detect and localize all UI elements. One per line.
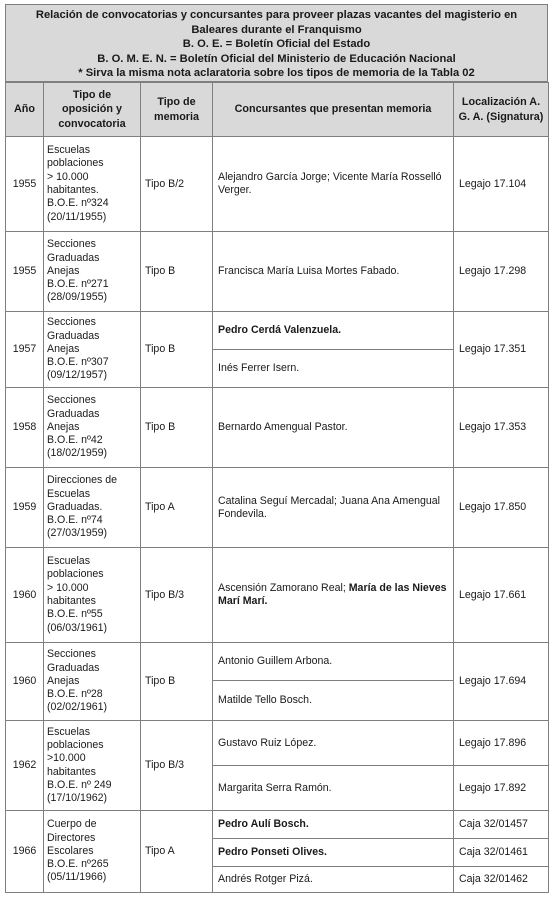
table-row: [6, 548, 549, 643]
convocatoria-line: B.O.E. nº74: [47, 514, 103, 527]
convocatoria-cell: [44, 232, 141, 312]
table-body: [6, 137, 549, 893]
concursante-name: Inés Ferrer Isern.: [218, 362, 300, 374]
tipo-memoria-cell: Tipo B: [141, 388, 213, 468]
caption-line: * Sirva la misma nota aclaratoria sobre los tipos de memoria de la Tabla 02: [78, 67, 475, 79]
tipo-memoria-cell: Tipo B/2: [141, 137, 213, 232]
table-row: [6, 811, 549, 839]
localizacion-cell: Legajo 17.353: [454, 388, 549, 468]
convocatoria-line: Graduadas: [47, 407, 100, 420]
concursantes-cell: [213, 643, 454, 681]
localizacion-cell: Legajo 17.896: [454, 721, 549, 766]
year-cell: 1955: [6, 232, 44, 312]
year-cell: 1966: [6, 811, 44, 893]
document-table-container: [5, 4, 548, 893]
convocatoria-line: (09/12/1957): [47, 369, 108, 382]
convocatoria-cell: [44, 388, 141, 468]
concursantes-cell: [213, 232, 454, 312]
table-row: [6, 643, 549, 681]
concursantes-cell: [213, 137, 454, 232]
convocatoria-line: > 10.000: [47, 581, 89, 594]
convocatoria-line: Graduadas: [47, 661, 100, 674]
localizacion-cell: Legajo 17.298: [454, 232, 549, 312]
year-cell: 1960: [6, 643, 44, 721]
table-row: [6, 721, 549, 766]
concursantes-cell: [213, 681, 454, 721]
caption-line: Baleares durante el Franquismo: [191, 23, 362, 36]
header-localizacion: Localización A. G. A. (Signatura): [454, 83, 549, 137]
convocatoria-line: Graduadas.: [47, 500, 103, 513]
convocatoria-line: Anejas: [47, 264, 80, 277]
table-caption: [5, 4, 548, 82]
concursante-name: Pedro Aulí Bosch.: [218, 818, 309, 830]
convocatoria-line: B.O.E. nº265: [47, 858, 109, 871]
convocatoria-line: Graduadas: [47, 251, 100, 264]
caption-line: Relación de convocatorias y concursantes para proveer plazas vacantes del magisterio en: [35, 9, 518, 21]
caption-line: B. O. E. = Boletín Oficial del Estado: [182, 38, 371, 50]
localizacion-cell: Legajo 17.661: [454, 548, 549, 643]
header-tipo-memoria: Tipo de memoria: [141, 83, 213, 137]
localizacion-cell: Legajo 17.694: [454, 643, 549, 721]
concursante-name: Ascensión Zamorano Real;: [218, 582, 349, 594]
convocatoria-line: B.O.E. nº271: [47, 278, 109, 291]
table-row: [6, 137, 549, 232]
concursante-name: Pedro Cerdá Valenzuela.: [218, 324, 342, 336]
concursantes-cell: [213, 312, 454, 350]
convocatoria-line: (17/10/1962): [47, 792, 108, 805]
concursantes-cell: [213, 468, 454, 548]
convocatoria-line: > 10.000: [47, 170, 89, 183]
concursante-name: Margarita Serra Ramón.: [218, 781, 332, 794]
year-cell: 1960: [6, 548, 44, 643]
year-cell: 1959: [6, 468, 44, 548]
convocatoria-line: (27/03/1959): [47, 527, 108, 540]
tipo-memoria-cell: Tipo B/3: [141, 721, 213, 811]
concursante-name: Alejandro García Jorge; Vicente María Rosselló Verger.: [218, 171, 442, 196]
tipo-memoria-cell: Tipo B: [141, 643, 213, 721]
convocatoria-line: Escolares: [47, 844, 94, 857]
convocatoria-line: (05/11/1966): [47, 871, 107, 884]
convocatoria-line: Escuelas: [47, 144, 90, 157]
concursantes-cell: [213, 721, 454, 766]
localizacion-cell: Legajo 17.850: [454, 468, 549, 548]
header-row: [6, 83, 549, 137]
convocatoria-line: habitantes: [47, 595, 96, 607]
table-row: [6, 232, 549, 312]
concursantes-cell: [213, 867, 454, 893]
localizacion-cell: Legajo 17.892: [454, 766, 549, 811]
convocatoria-line: Directores: [47, 831, 96, 844]
convocatoria-line: B.O.E. nº28: [47, 688, 103, 701]
concursantes-cell: [213, 548, 454, 643]
convocatoria-line: (02/02/1961): [47, 701, 108, 714]
concursante-name: Matilde Tello Bosch.: [218, 694, 313, 706]
concursantes-cell: [213, 766, 454, 811]
concursante-name: Antonio Guillem Arbona.: [218, 655, 333, 667]
concursantes-cell: [213, 350, 454, 388]
tipo-memoria-cell: Tipo A: [141, 468, 213, 548]
localizacion-cell: Caja 32/01462: [454, 867, 549, 893]
localizacion-cell: Caja 32/01457: [454, 811, 549, 839]
tipo-memoria-cell: Tipo A: [141, 811, 213, 893]
year-cell: 1955: [6, 137, 44, 232]
localizacion-cell: Legajo 17.104: [454, 137, 549, 232]
convocatoria-cell: [44, 643, 141, 721]
convocatoria-line: Direcciones de: [47, 474, 118, 487]
convocatoria-line: poblaciones: [47, 738, 104, 751]
convocatoria-line: Secciones: [47, 394, 96, 407]
convocatoria-line: Escuelas: [47, 555, 90, 568]
table-row: [6, 468, 549, 548]
convocatoria-line: (06/03/1961): [47, 621, 108, 634]
convocatoria-line: Secciones: [47, 648, 96, 661]
convocatoria-line: B.O.E. nº 249: [47, 778, 112, 791]
convocatoria-line: poblaciones: [47, 157, 104, 170]
convocatoria-line: B.O.E. nº307: [47, 356, 109, 369]
convocatoria-line: Escuelas: [47, 725, 90, 738]
convocatoria-cell: [44, 468, 141, 548]
convocatoria-line: B.O.E. nº324: [47, 197, 109, 210]
convocatoria-line: Cuerpo de: [47, 818, 97, 831]
convocatoria-cell: [44, 721, 141, 811]
convocatorias-table: [5, 82, 549, 893]
year-cell: 1957: [6, 312, 44, 388]
convocatoria-line: Graduadas: [47, 329, 100, 342]
convocatoria-line: Secciones: [47, 238, 96, 251]
convocatoria-line: habitantes.: [47, 184, 99, 196]
year-cell: 1958: [6, 388, 44, 468]
table-row: [6, 312, 549, 350]
concursante-name: Bernardo Amengual Pastor.: [218, 421, 348, 433]
convocatoria-line: (20/11/1955): [47, 210, 107, 223]
convocatoria-cell: [44, 137, 141, 232]
convocatoria-line: Anejas: [47, 420, 80, 433]
year-cell: 1962: [6, 721, 44, 811]
table-row: [6, 388, 549, 468]
convocatoria-cell: [44, 811, 141, 893]
concursante-name: María de las Nieves Marí Marí.: [218, 582, 447, 607]
concursante-name: Andrés Rotger Pizá.: [218, 873, 313, 885]
convocatoria-line: Anejas: [47, 342, 80, 355]
localizacion-cell: Legajo 17.351: [454, 312, 549, 388]
concursante-name: Catalina Seguí Mercadal; Juana Ana Amengual Fondevila.: [218, 494, 441, 520]
concursante-name: Pedro Ponseti Olives.: [218, 846, 327, 858]
concursantes-cell: [213, 839, 454, 867]
caption-line: B. O. M. E. N. = Boletín Oficial del Ministerio de Educación Nacional: [97, 52, 456, 65]
header-convocatoria: Tipo de oposición y convocatoria: [44, 83, 141, 137]
concursante-name: Francisca María Luisa Mortes Fabado.: [218, 265, 400, 277]
header-year: Año: [6, 83, 44, 137]
convocatoria-line: Secciones: [47, 316, 96, 329]
convocatoria-line: poblaciones: [47, 568, 104, 581]
convocatoria-cell: [44, 312, 141, 388]
tipo-memoria-cell: Tipo B/3: [141, 548, 213, 643]
concursante-name: Gustavo Ruiz López.: [218, 736, 317, 749]
tipo-memoria-cell: Tipo B: [141, 232, 213, 312]
concursantes-cell: [213, 388, 454, 468]
convocatoria-line: (18/02/1959): [47, 447, 108, 460]
concursantes-cell: [213, 811, 454, 839]
convocatoria-line: Escuelas: [47, 487, 90, 500]
convocatoria-line: B.O.E. nº55: [47, 608, 103, 621]
convocatoria-line: (28/09/1955): [47, 291, 108, 304]
convocatoria-line: >10.000: [47, 752, 86, 765]
convocatoria-line: habitantes: [47, 765, 96, 778]
convocatoria-cell: [44, 548, 141, 643]
header-concursantes: Concursantes que presentan memoria: [213, 83, 454, 137]
tipo-memoria-cell: Tipo B: [141, 312, 213, 388]
convocatoria-line: B.O.E. nº42: [47, 434, 103, 447]
localizacion-cell: Caja 32/01461: [454, 839, 549, 867]
convocatoria-line: Anejas: [47, 674, 80, 687]
